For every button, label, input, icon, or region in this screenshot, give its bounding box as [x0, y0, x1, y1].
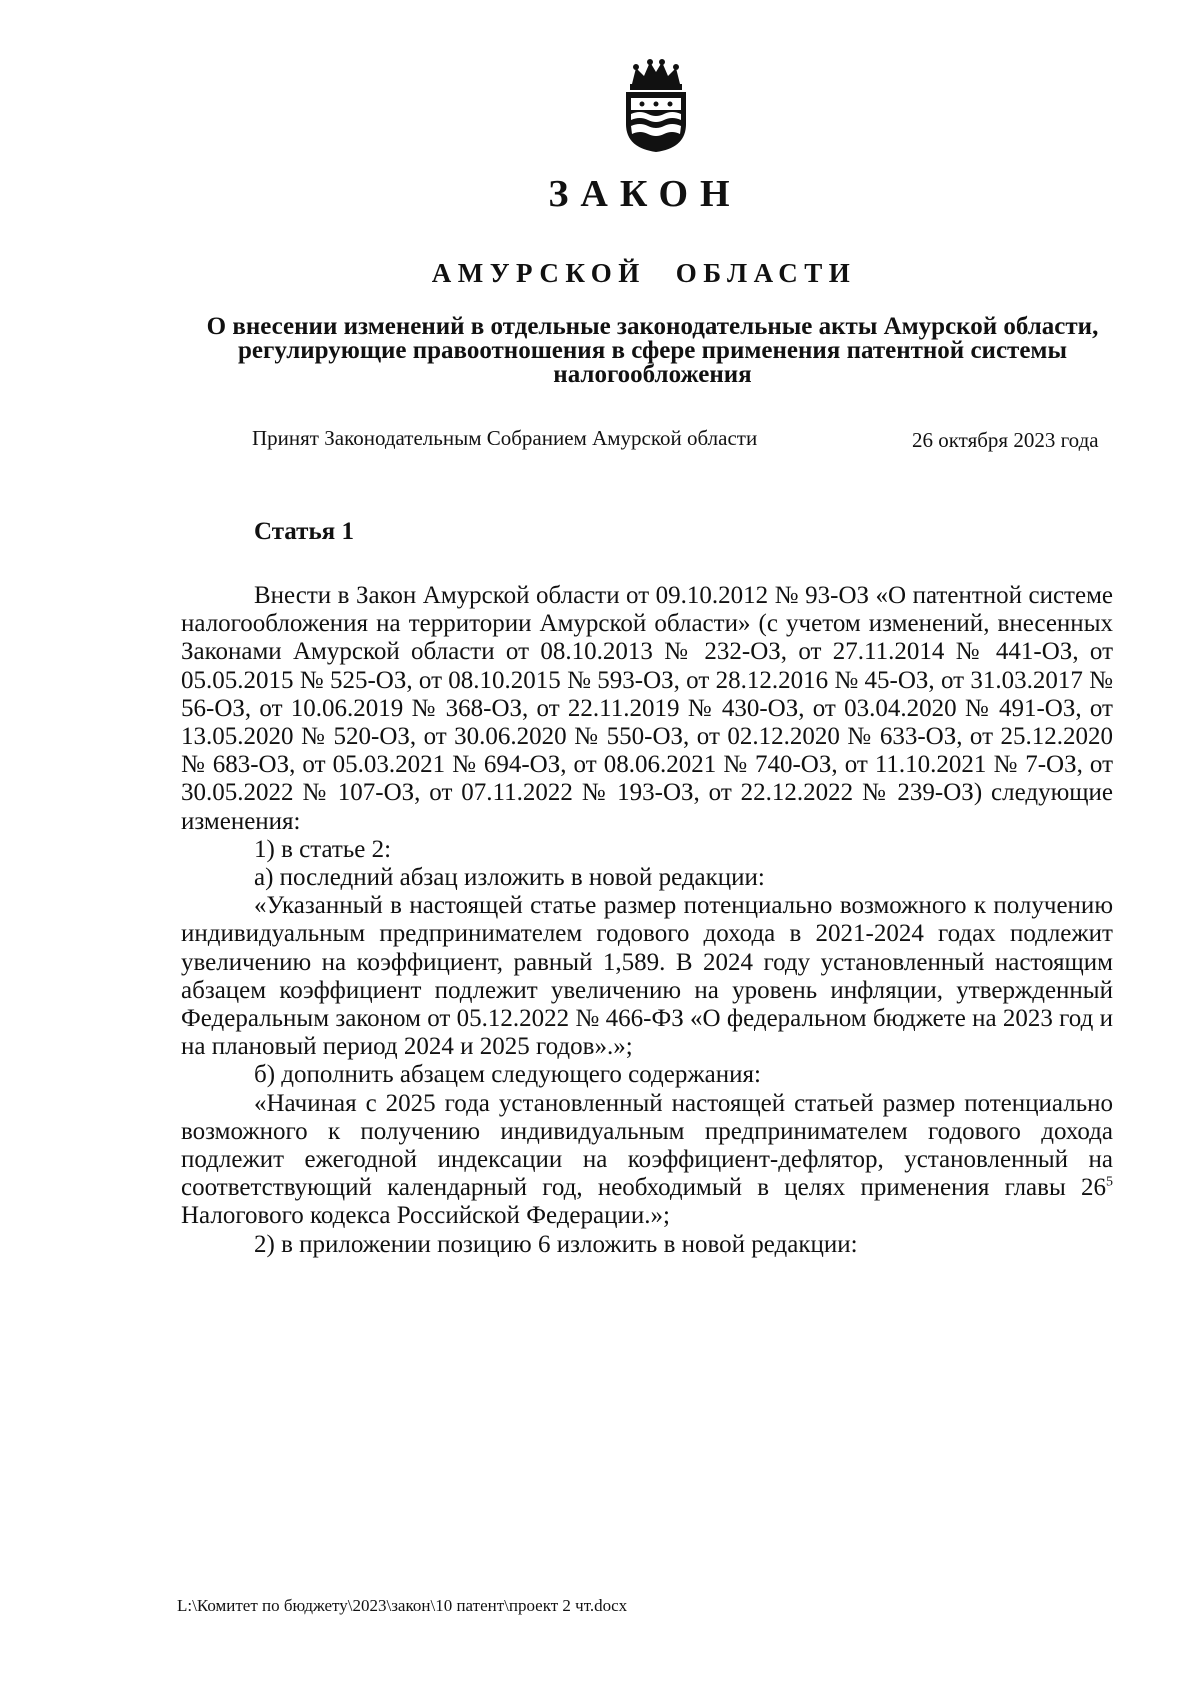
document-title: ЗАКОН: [548, 173, 742, 215]
coat-of-arms-emblem: [618, 58, 694, 154]
quote-2-paragraph: [181, 1090, 1113, 1231]
article-intro-paragraph: Внести в Закон Амурской области от 09.10.2012 № 93-ОЗ «О патентной системе налогообложения на территории Амурской области» (с учетом изменений, внесенных Законами Амурской области от 08.10.2013 № 232-ОЗ, от 27.11.2014 № 441-ОЗ, от 05.05.2015 № 525-ОЗ, от 08.10.2015 № 593-ОЗ, от 28.12.2016 № 45-ОЗ, от 31.03.2017 № 56-ОЗ, от 10.06.2019 № 368-ОЗ, от 22.11.2019 № 430-ОЗ, от 03.04.2020 № 491-ОЗ, от 13.05.2020 № 520-ОЗ, от 30.06.2020 № 550-ОЗ, от 02.12.2020 № 633-ОЗ, от 25.12.2020 № 683-ОЗ, от 05.03.2021 № 694-ОЗ, от 08.06.2021 № 740-ОЗ, от 11.10.2021 № 7-ОЗ, от 30.05.2022 № 107-ОЗ, от 07.11.2022 № 193-ОЗ, от 22.12.2022 № 239-ОЗ) следующие изменения:: [181, 582, 1113, 835]
article-heading: Статья 1: [254, 518, 354, 545]
quote-2-text-end: Налогового кодекса Российской Федерации.»;: [181, 1202, 670, 1230]
quote-1-paragraph: «Указанный в настоящей статье размер потенциально возможного к получению индивидуальным предпринимателем годового дохода в 2021-2024 годах подлежит увеличению на коэффициент, равный 1,589. В 2024 году установленный настоящим абзацем коэффициент подлежит увеличению на уровень инфляции, утвержденный Федеральным законом от 05.12.2022 № 466-ФЗ «О федеральном бюджете на 2023 год и на плановый период 2024 и 2025 годов».»;: [181, 892, 1113, 1061]
file-path-footer: L:\Комитет по бюджету\2023\закон\10 патент\проект 2 чт.docx: [177, 1596, 628, 1615]
chapter-superscript: 5: [1106, 1174, 1113, 1190]
item-1b: б) дополнить абзацем следующего содержания:: [254, 1061, 761, 1089]
coat-of-arms-icon: [618, 58, 694, 154]
region-title: [0, 258, 1200, 289]
region-title-word1: АМУРСКОЙ: [431, 258, 646, 288]
adoption-date: 26 октября 2023 года: [912, 428, 1099, 452]
adoption-statement: Принят Законодательным Собранием Амурской области: [252, 426, 758, 450]
region-title-word2: ОБЛАСТИ: [675, 258, 857, 288]
item-2: 2) в приложении позицию 6 изложить в новой редакции:: [254, 1230, 858, 1258]
article-body: [181, 582, 1113, 1259]
law-subject: О внесении изменений в отдельные законодательные акты Амурской области, регулирующие правоотношения в сфере применения патентной системы налогообложения: [206, 313, 1099, 388]
item-1: 1) в статье 2:: [254, 835, 392, 863]
item-1a: а) последний абзац изложить в новой редакции:: [254, 864, 765, 892]
quote-2-text: «Начиная с 2025 года установленный настоящей статьей размер потенциально возможного к получению индивидуальным предпринимателем годового дохода подлежит ежегодной индексации на коэффициент-дефлятор, установленный на соответствующий календарный год, необходимый в целях применения главы 26: [181, 1089, 1113, 1202]
